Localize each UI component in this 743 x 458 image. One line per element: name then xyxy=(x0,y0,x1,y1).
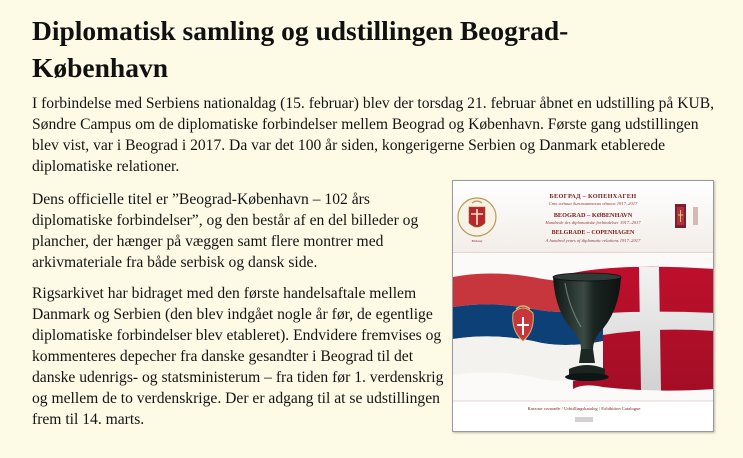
cover-subtitle-danish: Hundrede års diplomatiske forbindelser 1917–2017 xyxy=(545,220,641,225)
article-title-line1: Diplomatisk samling og udstillingen Beograd- xyxy=(32,15,569,46)
cover-title-danish: BEOGRAD – KØBENHAVN xyxy=(553,212,633,219)
article-title-line2: København xyxy=(32,52,169,83)
exhibition-catalogue-cover-image xyxy=(452,180,714,432)
cover-footer-caption: Каталог изложбе / Udstillingskatalog / Exhibition Catalogue xyxy=(527,406,641,411)
svg-text:Embassy: Embassy xyxy=(471,239,483,243)
exhibition-title-paragraph: Dens officielle titel er ”Beograd-København – 102 års diplomatiske forbindelser”, og den består af en del billeder og plancher, der hænger på væggen samt flere montrer med arkivmateriale fra både serbisk og dansk side. xyxy=(32,191,419,271)
cover-subtitle-english: A hundred years of diplomatic relations 1917–2017 xyxy=(545,238,641,243)
cover-title-english: BELGRADE – COPENHAGEN xyxy=(551,230,635,236)
cover-subtitle-serbian: Сто година дипломатских односа 1917–2017 xyxy=(548,201,638,206)
cover-title-serbian: БЕОГРАД – КОПЕНХАГЕН xyxy=(549,193,637,200)
intro-paragraph: I forbindelse med Serbiens nationaldag (15. februar) blev der torsdag 21. februar åbnet en udstilling på KUB, Søndre Campus om de diplomatiske forbindelser mellem Beograd og København. Første gang udstillingen blev vist, var i Beograd i 2017. Da var det 100 år siden, kongerigerne Serbien og Danmark etablerede diplomatiske relationer. xyxy=(32,95,715,175)
article-title xyxy=(32,12,692,86)
archive-contribution-paragraph: Rigsarkivet har bidraget med den første handelsaftale mellem Danmark og Serbien (den blev indgået nogle år før, de egentlige diplomatiske forbindelser blev etableret). Endvidere fremvises og kommenteres depecher fra danske gesandter i Beograd til det danske udenrigs- og statsministerum – fra tiden før 1. verdenskrig og mellem de to verdenskrige. Der er adgang til at se udstillingen frem til 14. marts. xyxy=(32,285,444,428)
